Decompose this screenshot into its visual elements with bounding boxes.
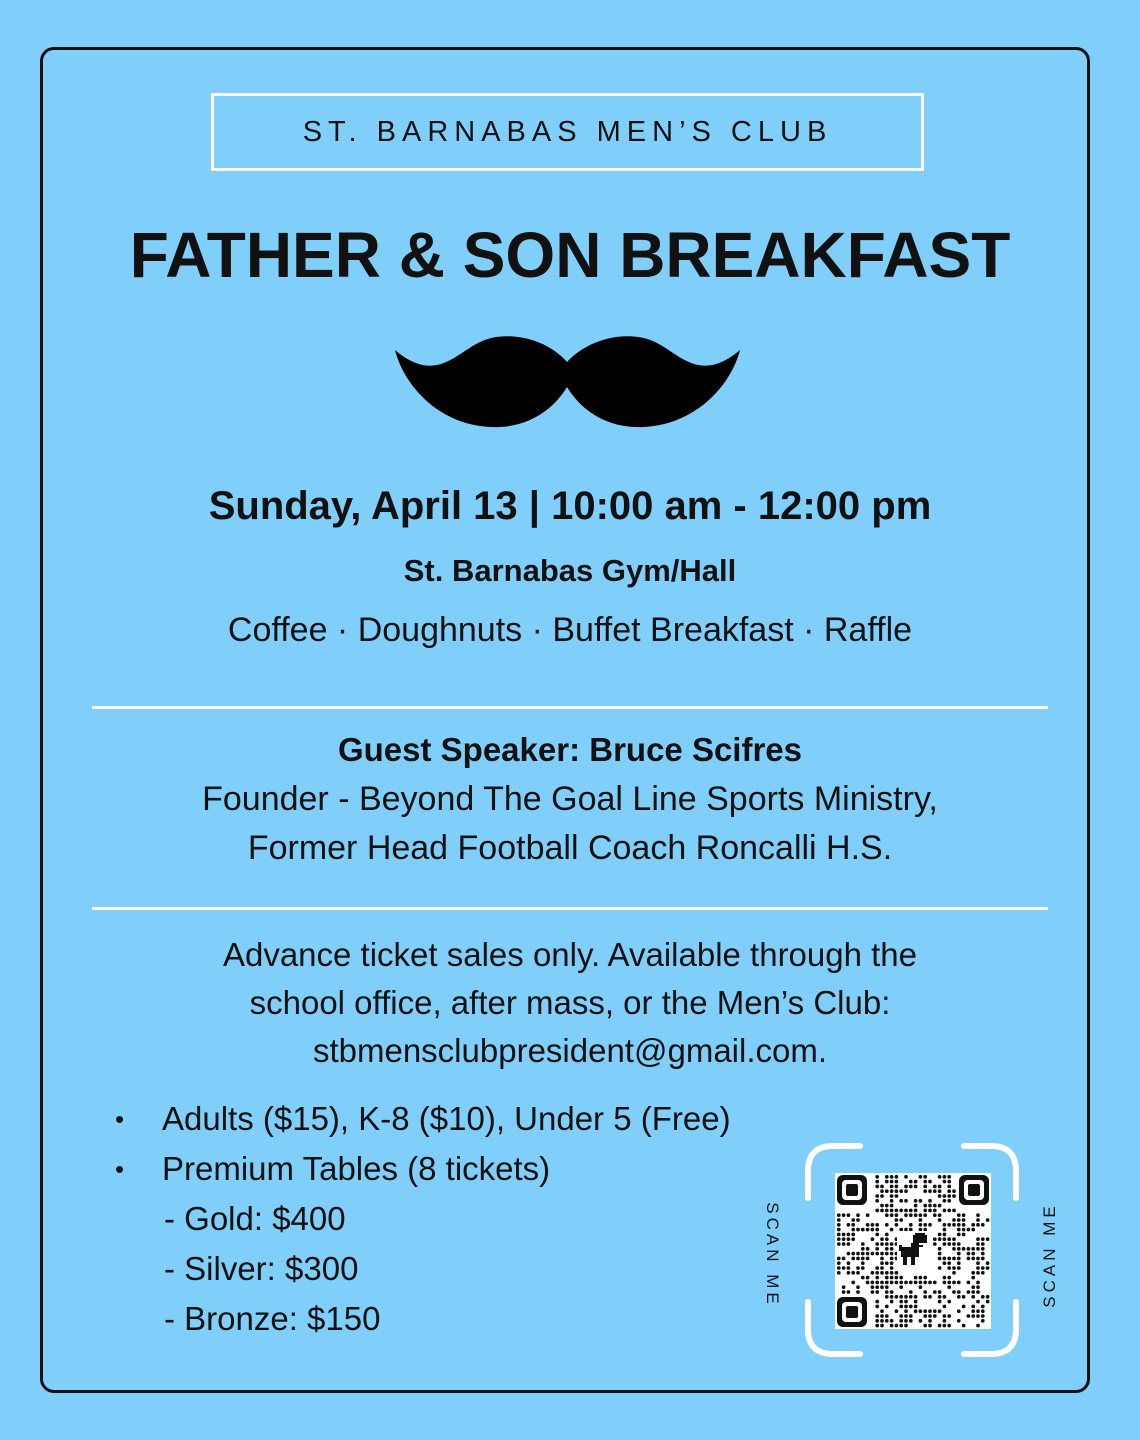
scan-me-label-left: SCAN ME (763, 1202, 782, 1308)
price-bullet-premium: Premium Tables (8 tickets) (162, 1150, 551, 1187)
ticket-info-line1: Advance ticket sales only. Available through the (222, 936, 918, 973)
event-date-time: Sunday, April 13 | 10:00 am - 12:00 pm (208, 484, 932, 528)
club-name-box (211, 93, 924, 171)
ticket-contact-email: stbmensclubpresident@gmail.com. (312, 1032, 828, 1069)
speaker-title-line2: Former Head Football Coach Roncalli H.S. (247, 829, 893, 867)
mustache-icon (395, 332, 740, 432)
club-name: ST. BARNABAS MEN’S CLUB (302, 115, 833, 148)
price-bronze: - Bronze: $150 (164, 1300, 381, 1337)
divider-bottom (92, 907, 1048, 910)
price-gold: - Gold: $400 (164, 1200, 346, 1237)
event-amenities: Coffee · Doughnuts · Buffet Breakfast · Raffle (227, 611, 913, 649)
scan-me-label-right: SCAN ME (1040, 1202, 1059, 1308)
price-silver: - Silver: $300 (164, 1250, 359, 1287)
event-title: FATHER & SON BREAKFAST (129, 219, 1011, 291)
bullet-icon: • (115, 1104, 125, 1134)
event-venue: St. Barnabas Gym/Hall (403, 553, 737, 588)
qr-finder-top-left (837, 1175, 867, 1205)
speaker-title-line1: Founder - Beyond The Goal Line Sports Ministry, (202, 780, 938, 818)
ticket-info-line2: school office, after mass, or the Men’s Club: (249, 984, 891, 1021)
qr-code[interactable] (835, 1173, 991, 1329)
divider-top (92, 706, 1048, 709)
speaker-heading: Guest Speaker: Bruce Scifres (337, 731, 803, 768)
qr-finder-top-right (959, 1175, 989, 1205)
qr-finder-bottom-left (837, 1297, 867, 1327)
bullet-icon: • (115, 1154, 125, 1184)
price-bullet-general: Adults ($15), K-8 ($10), Under 5 (Free) (162, 1100, 731, 1137)
